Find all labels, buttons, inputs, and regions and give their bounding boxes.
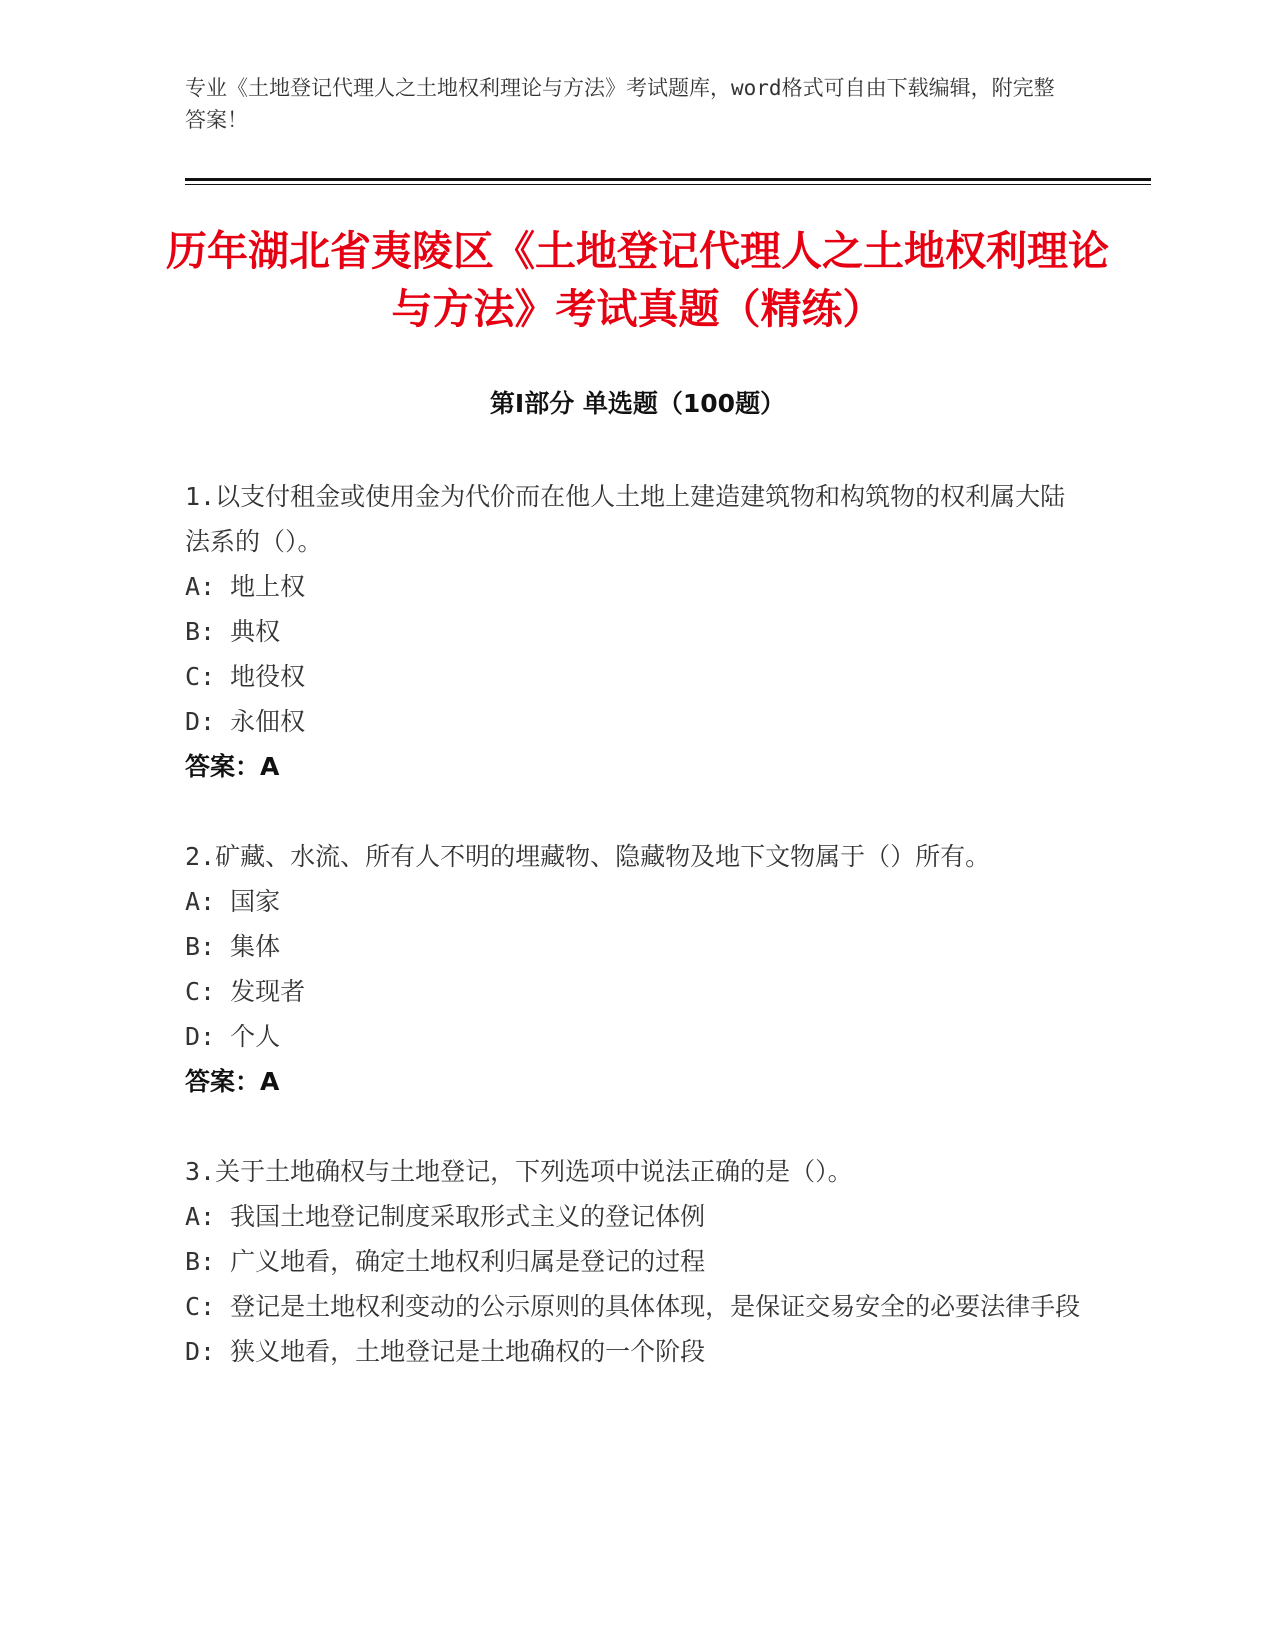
section-heading: 第I部分 单选题（100题） [489, 389, 786, 418]
question-stem: 3.关于土地确权与土地登记，下列选项中说法正确的是（）。 [185, 1157, 853, 1186]
option-d: D: 狭义地看，土地登记是土地确权的一个阶段 [185, 1337, 706, 1366]
question-3 [185, 1149, 1085, 1374]
header-divider-thin [185, 184, 1151, 185]
header-divider-thick [185, 178, 1151, 181]
option-b: B: 典权 [185, 617, 281, 646]
answer-line: 答案：A [185, 1067, 280, 1096]
answer-line: 答案：A [185, 752, 280, 781]
option-a: A: 我国土地登记制度采取形式主义的登记体例 [185, 1202, 706, 1231]
option-b: B: 广义地看，确定土地权利归属是登记的过程 [185, 1247, 706, 1276]
option-a: A: 国家 [185, 887, 281, 916]
option-d: D: 永佃权 [185, 707, 306, 736]
question-1 [185, 474, 1085, 789]
question-2 [185, 834, 1085, 1104]
question-list [185, 474, 1085, 1419]
option-c: C: 发现者 [185, 977, 306, 1006]
option-d: D: 个人 [185, 1022, 281, 1051]
option-c: C: 登记是土地权利变动的公示原则的具体体现，是保证交易安全的必要法律手段 [185, 1292, 1081, 1321]
question-stem: 2.矿藏、水流、所有人不明的埋藏物、隐藏物及地下文物属于（）所有。 [185, 842, 991, 871]
option-c: C: 地役权 [185, 662, 306, 691]
document-title: 历年湖北省夷陵区《土地登记代理人之土地权利理论与方法》考试真题（精练） [166, 227, 1109, 333]
option-b: B: 集体 [185, 932, 281, 961]
question-stem: 1.以支付租金或使用金为代价而在他人土地上建造建筑物和构筑物的权利属大陆法系的（）。 [185, 482, 1066, 556]
option-a: A: 地上权 [185, 572, 306, 601]
header-note: 专业《土地登记代理人之土地权利理论与方法》考试题库，word格式可自由下载编辑，附完整答案！ [185, 76, 1055, 132]
